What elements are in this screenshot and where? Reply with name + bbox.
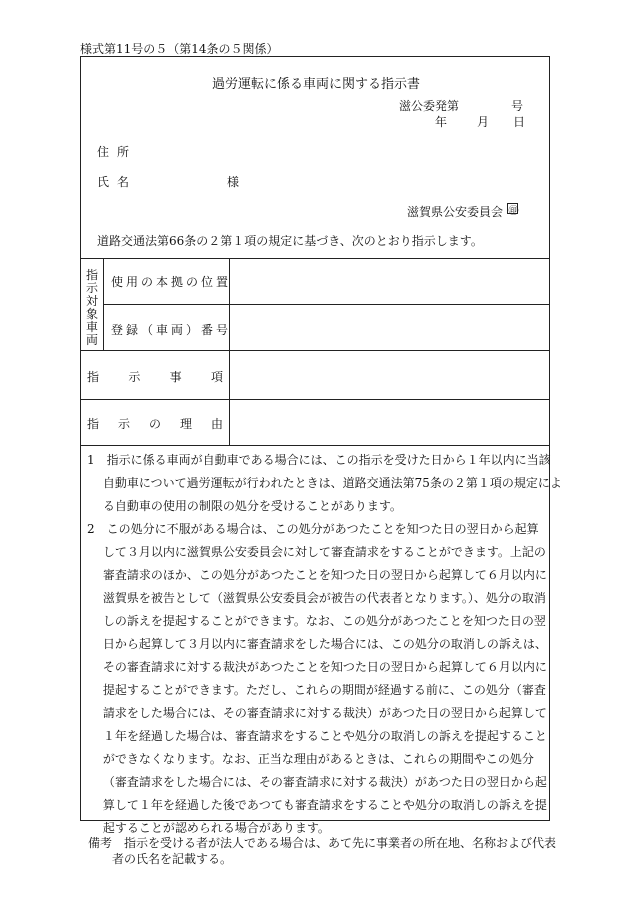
- target-vehicle-vertical-label: [81, 258, 103, 350]
- vertical-char: 両: [86, 333, 99, 347]
- notes-line: 審査請求のほか、この処分があつたことを知つた日の翌日から起算して６月以内に: [87, 568, 547, 582]
- remarks-text-continued: 者の氏名を記載する。: [112, 852, 233, 866]
- label-char: 項: [210, 370, 223, 384]
- notes-line: １年を経過した場合は、審査請求をすることや処分の取消しの訴えを提起すること: [87, 729, 547, 743]
- target-column-border: [103, 258, 104, 350]
- name-honorific: 様: [227, 175, 240, 189]
- document-number-suffix: 号: [511, 99, 524, 113]
- vertical-char: 対: [86, 294, 99, 308]
- instruction-matters-label: [87, 368, 223, 385]
- notes-line: 算して１年を経過した後であつても審査請求をすることや処分の取消しの訴えを提: [87, 798, 547, 812]
- registration-number-label: 登録（車両）番号: [111, 323, 232, 337]
- document-number-label: 滋公委発第: [399, 99, 460, 113]
- vertical-char: 指: [86, 268, 99, 282]
- legal-basis-text: 道路交通法第66条の２第１項の規定に基づき、次のとおり指示します。: [97, 234, 483, 248]
- row-divider: [81, 350, 549, 351]
- remarks-text: 備考 指示を受ける者が法人である場合は、あて先に事業者の所在地、名称および代表: [88, 836, 557, 850]
- name-label: 氏名: [97, 175, 138, 189]
- seal-icon: [507, 203, 519, 217]
- seal-char: ㊞: [508, 206, 519, 217]
- row-divider: [81, 399, 549, 400]
- target-divider: [103, 304, 549, 305]
- label-char: 指: [87, 370, 100, 384]
- notes-line: る自動車の使用の制限の処分を受けることがあります。: [87, 499, 402, 513]
- notes-line: その審査請求に対する裁決があつたことを知つた日の翌日から起算して６月以内に: [87, 660, 547, 674]
- vertical-char: 示: [86, 281, 99, 295]
- notes-line: して３月以内に滋賀県公安委員会に対して審査請求をすることができます。上記の: [87, 545, 546, 559]
- vertical-char: 車: [86, 320, 99, 334]
- label-char: 由: [210, 417, 223, 431]
- label-char: 示: [128, 370, 141, 384]
- table-top-border: [81, 258, 549, 259]
- issuer-name: 滋賀県公安委員会: [407, 205, 504, 219]
- address-label: 住所: [97, 145, 138, 159]
- instruction-form: [80, 56, 562, 835]
- document-title: 過労運転に係る車両に関する指示書: [211, 77, 420, 92]
- notes-line: 1 指示に係る車両が自動車である場合には、この指示を受けた日から１年以内に当該: [87, 453, 551, 467]
- notes-line: （審査請求をした場合には、その審査請求に対する裁決）があつた日の翌日から起: [87, 775, 547, 789]
- label-char: 指: [87, 417, 100, 431]
- date-day-label: 日: [513, 115, 526, 129]
- vertical-char: 象: [86, 307, 99, 321]
- instruction-reason-label: [87, 415, 223, 432]
- label-char: 理: [179, 417, 192, 431]
- table-bottom-border: [81, 445, 549, 446]
- notes-line: 請求をした場合には、その審査請求に対する裁決）があつた日の翌日から起算して: [87, 706, 547, 720]
- label-char: の: [148, 417, 161, 431]
- notes-line: 2 この処分に不服がある場合は、この処分があつたことを知つた日の翌日から起算: [87, 522, 539, 536]
- label-char: 事: [169, 370, 182, 384]
- notes-line: 自動車について過労運転が行われたときは、道路交通法第75条の２第１項の規定によ: [87, 476, 562, 490]
- label-char: 示: [117, 417, 130, 431]
- date-year-label: 年: [435, 115, 448, 129]
- notes-line: しの訴えを提起することができます。なお、この処分があつたことを知つた日の翌: [87, 614, 546, 628]
- form-number-label: 様式第11号の５（第14条の５関係）: [80, 42, 279, 56]
- notes-line: ができなくなります。なお、正当な理由があるときは、これらの期間やこの処分: [87, 752, 534, 766]
- notes-line: 日から起算して３月以内に審査請求をした場合には、この処分の取消しの訴えは、: [87, 637, 547, 651]
- base-location-label: 使用の本拠の位置: [111, 275, 232, 289]
- notes-line: 提起することができます。ただし、これらの期間が経過する前に、この処分（審査: [87, 683, 546, 697]
- date-month-label: 月: [477, 115, 490, 129]
- notes-line: 滋賀県を被告として（滋賀県公安委員会が被告の代表者となります。）、処分の取消: [87, 591, 546, 605]
- notes-line: 起することが認められる場合があります。: [87, 821, 330, 835]
